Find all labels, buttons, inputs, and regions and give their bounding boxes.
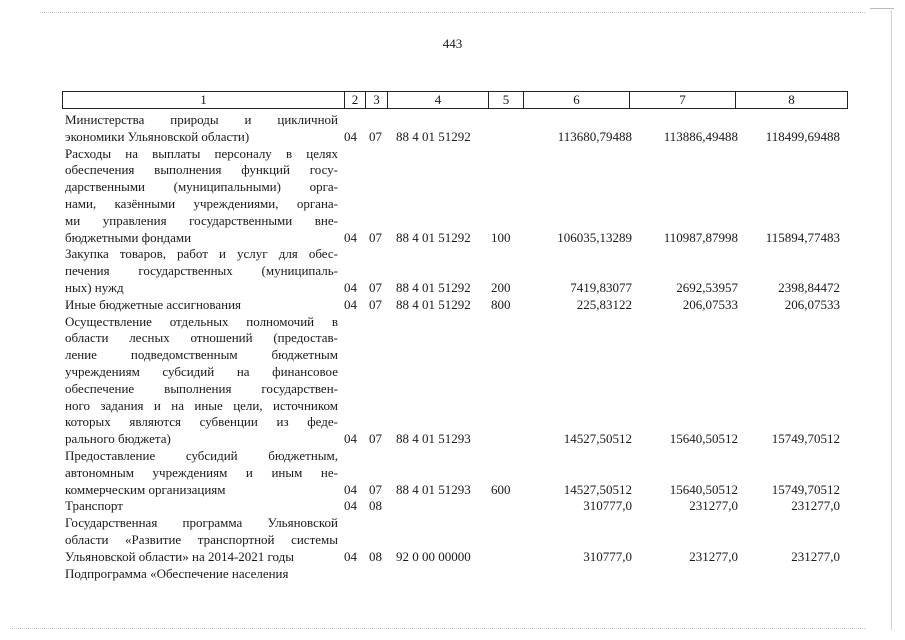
row-name-line: коммерческим организациям [65, 481, 226, 497]
row-cell-col2: 04 [344, 128, 357, 144]
row-cell-col8: 115894,77483 [765, 229, 840, 245]
row-cell-col8: 231277,0 [791, 548, 840, 564]
row-name-line: Закупка товаров, работ и услуг для обес- [65, 246, 338, 262]
row-name-cell [65, 297, 338, 314]
row-name-cell [65, 146, 338, 247]
row-name-line: обеспечения выполнения функций госу- [65, 162, 338, 178]
row-cell-col6: 14527,50512 [563, 481, 632, 497]
header-col-6: 6 [524, 92, 630, 108]
row-cell-col2: 04 [344, 481, 357, 497]
page-number: 443 [442, 36, 463, 51]
row-cell-col7: 113886,49488 [663, 128, 738, 144]
row-name-line: Транспорт [65, 498, 123, 514]
row-name-line: Подпрограмма «Обеспечение населения [65, 565, 289, 581]
header-col-4: 4 [388, 92, 489, 108]
header-col-2: 2 [345, 92, 366, 108]
row-cell-col3: 07 [369, 481, 382, 497]
scan-artifact-corner [870, 8, 894, 9]
row-cell-col3: 08 [369, 548, 382, 564]
header-col-1: 1 [63, 92, 345, 108]
row-name-line: Министерства природы и цикличной [65, 112, 338, 127]
row-cell-col7: 231277,0 [689, 548, 738, 564]
header-col-3: 3 [366, 92, 388, 108]
row-name-line: Государственная программа Ульяновской [65, 515, 338, 531]
scan-artifact-bottom [10, 628, 865, 629]
row-cell-col6: 310777,0 [583, 498, 632, 514]
row-cell-col8: 15749,70512 [771, 481, 840, 497]
row-cell-col6: 7419,83077 [570, 279, 632, 295]
row-name-line: печения государственных (муниципаль- [65, 263, 338, 279]
header-col-5: 5 [489, 92, 524, 108]
row-name-cell [65, 566, 338, 583]
table-header-row [62, 91, 848, 109]
row-cell-col2: 04 [344, 279, 357, 295]
row-cell-col7: 15640,50512 [669, 431, 738, 447]
row-cell-col2: 04 [344, 431, 357, 447]
row-cell-col8: 2398,84472 [778, 279, 840, 295]
row-cell-col5: 800 [491, 296, 511, 312]
row-name-cell [65, 515, 338, 565]
row-cell-col8: 118499,69488 [765, 128, 840, 144]
row-name-line: ление подведомственным бюджетным [65, 347, 338, 363]
row-name-line: обеспечение выполнения государствен- [65, 380, 338, 396]
row-cell-col7: 110987,87998 [663, 229, 738, 245]
row-cell-col7: 2692,53957 [676, 279, 738, 295]
row-name-line: ного задания и на иные цели, источником [65, 397, 338, 413]
row-cell-col3: 07 [369, 431, 382, 447]
row-cell-col3: 08 [369, 498, 382, 514]
row-cell-col4: 88 4 01 51292 [396, 296, 471, 312]
row-name-cell [65, 246, 338, 296]
row-cell-col4: 88 4 01 51292 [396, 128, 471, 144]
row-name-line: Ульяновской области» на 2014-2021 годы [65, 548, 295, 564]
row-name-line: ми управления государственными вне- [65, 212, 338, 228]
row-cell-col3: 07 [369, 279, 382, 295]
row-cell-col6: 14527,50512 [563, 431, 632, 447]
row-cell-col6: 225,83122 [576, 296, 632, 312]
row-cell-col6: 113680,79488 [557, 128, 632, 144]
row-name-cell [65, 498, 338, 515]
row-name-line: области «Развитие транспортной системы [65, 531, 338, 547]
row-name-line: дарственными (муниципальными) орга- [65, 179, 338, 195]
row-cell-col4: 88 4 01 51292 [396, 279, 471, 295]
row-cell-col8: 206,07533 [784, 296, 840, 312]
scan-artifact-top [40, 12, 865, 13]
row-cell-col2: 04 [344, 548, 357, 564]
row-cell-col7: 15640,50512 [669, 481, 738, 497]
header-col-8: 8 [788, 92, 795, 107]
row-name-line: Иные бюджетные ассигнования [65, 296, 242, 312]
row-name-cell [65, 448, 338, 498]
row-name-line: нами, казёнными учреждениями, органа- [65, 195, 338, 211]
row-cell-col5: 200 [491, 279, 511, 295]
row-cell-col7: 206,07533 [682, 296, 738, 312]
row-cell-col2: 04 [344, 498, 357, 514]
row-cell-col7: 231277,0 [689, 498, 738, 514]
row-cell-col3: 07 [369, 296, 382, 312]
row-name-line: бюджетными фондами [65, 229, 192, 245]
row-name-line: Предоставление субсидий бюджетным, [65, 448, 338, 463]
row-cell-col8: 231277,0 [791, 498, 840, 514]
row-name-line: экономики Ульяновской области) [65, 128, 250, 144]
row-cell-col5: 600 [491, 481, 511, 497]
row-cell-col8: 15749,70512 [771, 431, 840, 447]
row-cell-col2: 04 [344, 229, 357, 245]
row-name-line: Осуществление отдельных полномочий в [65, 313, 338, 329]
row-name-line: ных) нужд [65, 279, 124, 295]
row-cell-col6: 106035,13289 [557, 229, 632, 245]
row-name-cell [65, 112, 338, 146]
row-cell-col4: 88 4 01 51293 [396, 481, 471, 497]
row-name-line: которых являются субвенции из феде- [65, 414, 338, 430]
row-cell-col6: 310777,0 [583, 548, 632, 564]
header-col-7: 7 [630, 92, 736, 108]
row-cell-col4: 88 4 01 51293 [396, 431, 471, 447]
row-name-line: автономным учреждениям и иным не- [65, 464, 338, 480]
row-name-cell [65, 314, 338, 448]
row-cell-col3: 07 [369, 128, 382, 144]
row-cell-col3: 07 [369, 229, 382, 245]
row-name-line: учреждениям субсидий на финансовое [65, 363, 338, 379]
row-name-line: рального бюджета) [65, 431, 171, 447]
row-cell-col2: 04 [344, 296, 357, 312]
row-name-line: области лесных отношений (предостав- [65, 330, 338, 346]
row-name-line: Расходы на выплаты персоналу в целях [65, 145, 338, 161]
row-cell-col4: 88 4 01 51292 [396, 229, 471, 245]
row-cell-col5: 100 [491, 229, 511, 245]
scan-artifact-right [891, 10, 892, 630]
row-cell-col4: 92 0 00 00000 [396, 548, 471, 564]
